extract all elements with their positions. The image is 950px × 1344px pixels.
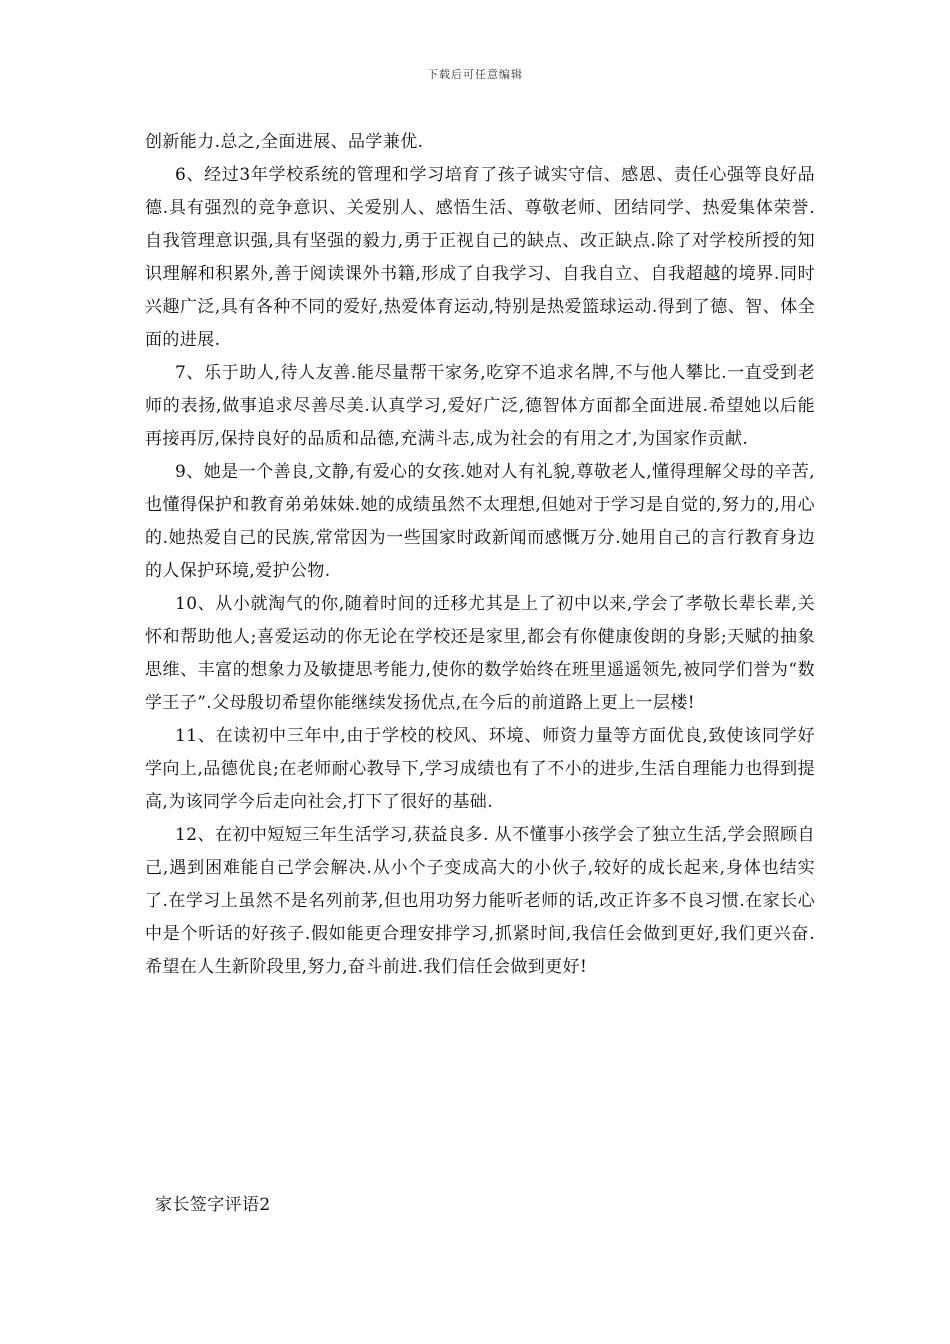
paragraph-item-10: 10、从小就淘气的你,随着时间的迁移尤其是上了初中以来,学会了孝敬长辈长辈,关怀和帮助他人;喜爱运动的你无论在学校还是家里,都会有你健康俊朗的身影;天赋的抽象思维、丰富的想象力及敏捷思考能力,使你的数学始终在班里遥遥领先,被同学们誉为“数学王子”.父母殷切希望你能继续发扬优点,在今后的前道路上更上一层楼! xyxy=(145,594,815,713)
paragraph-item-7: 7、乐于助人,待人友善.能尽量帮干家务,吃穿不追求名牌,不与他人攀比.一直受到老师的表扬,做事追求尽善尽美.认真学习,爱好广泛,德智体方面都全面进展.希望她以后能再接再厉,保持良好的品质和品德,充满斗志,成为社会的有用之才,为国家作贡献. xyxy=(145,363,815,449)
paragraph-item-9: 9、她是一个善良,文静,有爱心的女孩.她对人有礼貌,尊敬老人,懂得理解父母的辛苦,也懂得保护和教育弟弟妹妹.她的成绩虽然不太理想,但她对于学习是自觉的,努力的,用心的.她热爱自己的民族,常常因为一些国家时政新闻而感慨万分.她用自己的言行教育身边的人保护环境,爱护公物. xyxy=(145,462,815,581)
document-body xyxy=(145,126,815,984)
page-header: 下载后可任意编辑 xyxy=(427,68,523,81)
paragraph-item-6: 6、经过3年学校系统的管理和学习培育了孩子诚实守信、感恩、责任心强等良好品德.具有强烈的竞争意识、关爱别人、感悟生活、尊敬老师、团结同学、热爱集体荣誉.自我管理意识强,具有坚强的毅力,勇于正视自己的缺点、改正缺点.除了对学校所授的知识理解和积累外,善于阅读课外书籍,形成了自我学习、自我自立、自我超越的境界.同时兴趣广泛,具有各种不同的爱好,热爱体育运动,特别是热爱篮球运动.得到了德、智、体全面的进展. xyxy=(145,165,815,350)
paragraph-item-11: 11、在读初中三年中,由于学校的校风、环境、师资力量等方面优良,致使该同学好学向上,品德优良;在老师耐心教导下,学习成绩也有了不小的进步,生活自理能力也得到提高,为该同学今后走向社会,打下了很好的基础. xyxy=(145,726,815,812)
paragraph-continuation: 创新能力.总之,全面进展、品学兼优. xyxy=(145,132,424,152)
section-heading: 家长签字评语2 xyxy=(155,1195,271,1215)
paragraph-item-12: 12、在初中短短三年生活学习,获益良多. 从不懂事小孩学会了独立生活,学会照顾自己,遇到困难能自己学会解决.从小个子变成高大的小伙子,较好的成长起来,身体也结实了.在学习上虽然不是名列前茅,但也用功努力能听老师的话,改正许多不良习惯.在家长心中是个听话的好孩子.假如能更合理安排学习,抓紧时间,我信任会做到更好,我们更兴奋.希望在人生新阶段里,努力,奋斗前进.我们信任会做到更好! xyxy=(145,825,815,977)
